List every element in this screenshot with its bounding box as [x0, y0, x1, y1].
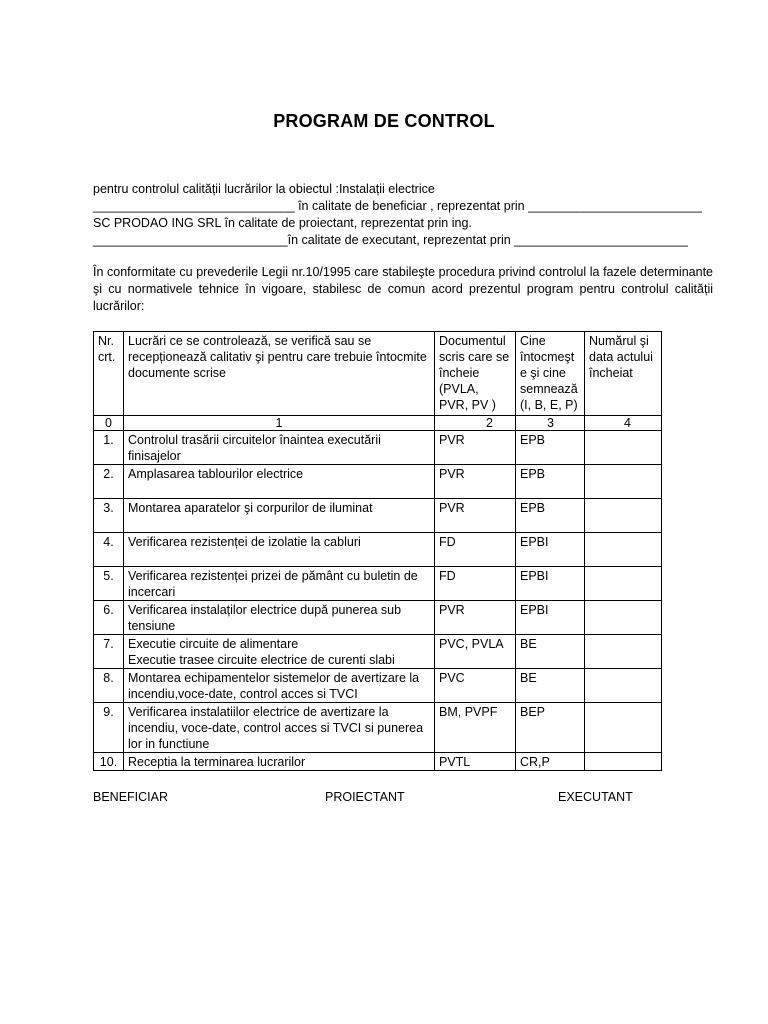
- signature-executant: EXECUTANT: [558, 790, 633, 804]
- row-work: Montarea aparatelor şi corpurilor de iluminat: [124, 499, 435, 533]
- row-work: Verificarea instalaților electrice după punerea sub tensiune: [124, 601, 435, 635]
- table-index-row: [94, 416, 662, 431]
- row-act: [585, 465, 662, 499]
- intro-line-designer: SC PRODAO ING SRL în calitate de proiectant, reprezentat prin ing.: [93, 216, 472, 230]
- row-act: [585, 703, 662, 753]
- table-row: [94, 601, 662, 635]
- table-row: [94, 499, 662, 533]
- row-work: Montarea echipamentelor sistemelor de avertizare la incendiu,voce-date, control acces si TVCI: [124, 669, 435, 703]
- table-row: [94, 533, 662, 567]
- row-who: EPB: [516, 431, 585, 465]
- row-who: BEP: [516, 703, 585, 753]
- row-work: Verificarea rezistenței prizei de pământ cu buletin de incercari: [124, 567, 435, 601]
- control-table: [93, 331, 662, 771]
- index-cell: 1: [124, 416, 435, 431]
- signature-beneficiar: BENEFICIAR: [93, 790, 169, 804]
- header-nr: Nr. crt.: [94, 332, 124, 416]
- intro-line-beneficiary: _____________________________ în calitate de beneficiar , reprezentat prin _________________________: [93, 199, 702, 213]
- table-row: [94, 431, 662, 465]
- row-work-line: Executie circuite de alimentare: [128, 637, 299, 651]
- index-cell: 4: [585, 416, 662, 431]
- row-document: PVR: [435, 431, 516, 465]
- intro-block: [93, 181, 702, 249]
- row-document: BM, PVPF: [435, 703, 516, 753]
- row-who: CR,P: [516, 753, 585, 771]
- table-row: [94, 703, 662, 753]
- signature-proiectant: PROIECTANT: [325, 790, 405, 804]
- row-document: PVR: [435, 465, 516, 499]
- header-work: Lucrări ce se controlează, se verifică sau se recepționează calitativ şi pentru care trebuie întocmite documente scrise: [124, 332, 435, 416]
- intro-line-contractor: ____________________________în calitate de executant, reprezentat prin _________________________: [93, 233, 688, 247]
- row-who: EPBI: [516, 567, 585, 601]
- row-nr: 5.: [94, 567, 124, 601]
- row-work: Amplasarea tablourilor electrice: [124, 465, 435, 499]
- row-work: [124, 635, 435, 669]
- index-cell: 2: [435, 416, 516, 431]
- row-work: Verificarea rezistenței de izolatie la cabluri: [124, 533, 435, 567]
- row-who: EPB: [516, 465, 585, 499]
- intro-line-object: pentru controlul calității lucrărilor la obiectul :Instalații electrice: [93, 182, 435, 196]
- row-work: Verificarea instalatiilor electrice de avertizare la incendiu, voce-date, control acces si TVCI si punerea lor in functiune: [124, 703, 435, 753]
- row-document: PVC, PVLA: [435, 635, 516, 669]
- table-row: [94, 669, 662, 703]
- table-row: [94, 635, 662, 669]
- row-nr: 2.: [94, 465, 124, 499]
- table-row: [94, 753, 662, 771]
- row-nr: 4.: [94, 533, 124, 567]
- header-who: Cine întocmeşt e şi cine semnează (I, B, E, P): [516, 332, 585, 416]
- row-nr: 7.: [94, 635, 124, 669]
- index-cell: 3: [516, 416, 585, 431]
- row-nr: 6.: [94, 601, 124, 635]
- row-work: Controlul trasării circuitelor înaintea executării finisajelor: [124, 431, 435, 465]
- row-document: FD: [435, 533, 516, 567]
- row-nr: 3.: [94, 499, 124, 533]
- row-act: [585, 499, 662, 533]
- row-act: [585, 601, 662, 635]
- index-cell: 0: [94, 416, 124, 431]
- row-nr: 10.: [94, 753, 124, 771]
- row-nr: 1.: [94, 431, 124, 465]
- row-act: [585, 431, 662, 465]
- row-document: PVR: [435, 499, 516, 533]
- row-document: PVC: [435, 669, 516, 703]
- row-act: [585, 669, 662, 703]
- row-act: [585, 635, 662, 669]
- row-act: [585, 533, 662, 567]
- document-title: PROGRAM DE CONTROL: [273, 111, 495, 131]
- row-nr: 9.: [94, 703, 124, 753]
- row-document: PVTL: [435, 753, 516, 771]
- table-row: [94, 567, 662, 601]
- row-act: [585, 753, 662, 771]
- row-who: EPBI: [516, 601, 585, 635]
- table-row: [94, 465, 662, 499]
- table-header-row: [94, 332, 662, 416]
- row-who: BE: [516, 635, 585, 669]
- row-document: FD: [435, 567, 516, 601]
- row-who: BE: [516, 669, 585, 703]
- row-nr: 8.: [94, 669, 124, 703]
- row-who: EPB: [516, 499, 585, 533]
- row-work: Receptia la terminarea lucrarilor: [124, 753, 435, 771]
- row-work-line: Executie trasee circuite electrice de curenti slabi: [128, 653, 395, 667]
- header-document: Documentul scris care se încheie (PVLA, PVR, PV ): [435, 332, 516, 416]
- header-act: Numărul şi data actului încheiat: [585, 332, 662, 416]
- row-who: EPBI: [516, 533, 585, 567]
- row-document: PVR: [435, 601, 516, 635]
- row-act: [585, 567, 662, 601]
- legal-paragraph: În conformitate cu prevederile Legii nr.10/1995 care stabileşte procedura privind controlul la fazele determinante şi cu normativele tehnice în vigoare, stabilesc de comun acord prezentul program pentru controlul calității lucrărilor:: [93, 265, 713, 313]
